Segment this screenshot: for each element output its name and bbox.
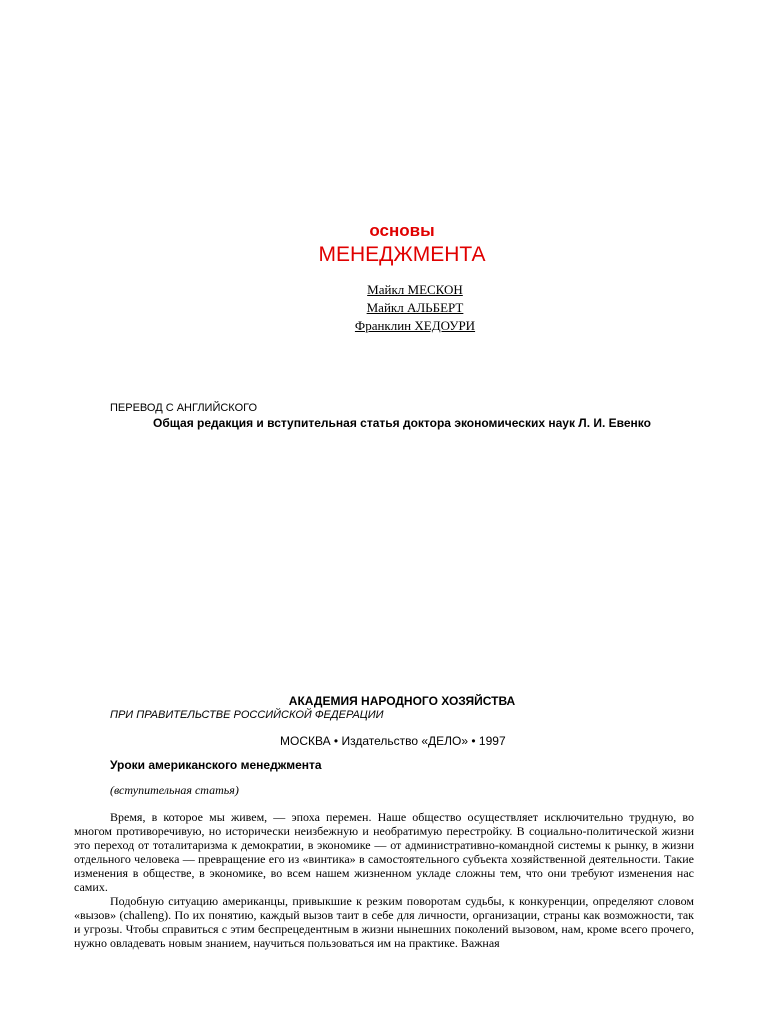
article-paragraph-2: Подобную ситуацию американцы, привыкшие к резким поворотам судьбы, к конкуренции, определяют словом «вызов» (challeng). По их понятию, каждый вызов таит в себе для личности, организации, страны как возможности, так и угрозы. Чтобы справиться с этим беспрецедентным в жизни нынешних поколений вызовом, нам, кроме всего прочего, нужно овладевать новым знанием, научиться пользоваться им на практике. Важная — [74, 894, 694, 950]
author-khedouri: Франклин ХЕДОУРИ — [354, 318, 476, 333]
article-note: (вступительная статья) — [110, 783, 239, 797]
editorship-note: Общая редакция и вступительная статья доктора экономических наук Л. И. Евенко — [153, 416, 651, 430]
government-affiliation: ПРИ ПРАВИТЕЛЬСТВЕ РОССИЙСКОЙ ФЕДЕРАЦИИ — [110, 709, 384, 721]
book-title-main: МЕНЕДЖМЕНТА — [318, 243, 486, 266]
book-title-top: основы — [369, 221, 435, 240]
translation-note: ПЕРЕВОД С АНГЛИЙСКОГО — [110, 402, 258, 414]
article-heading: Уроки американского менеджмента — [110, 758, 322, 772]
article-body — [74, 810, 694, 950]
author-albert: Майкл АЛЬБЕРТ — [366, 300, 464, 315]
academy-name: АКАДЕМИЯ НАРОДНОГО ХОЗЯЙСТВА — [288, 694, 516, 708]
author-mescon: Майкл МЕСКОН — [367, 282, 463, 297]
article-paragraph-1: Время, в которое мы живем, — эпоха перемен. Наше общество осуществляет исключительно трудную, во многом противоречивую, но исторически неизбежную и необратимую перестройку. В социально-политической жизни это переход от тоталитаризма к демократии, в экономике — от административно-командной системы к рынку, в жизни отдельного человека — превращение его из «винтика» в самостоятельного субъекта хозяйственной деятельности. Такие изменения в обществе, в экономике, во всем нашем жизненном укладе сложны тем, что они требуют изменения нас самих. — [74, 810, 694, 894]
publisher-line: МОСКВА • Издательство «ДЕЛО» • 1997 — [280, 734, 506, 748]
